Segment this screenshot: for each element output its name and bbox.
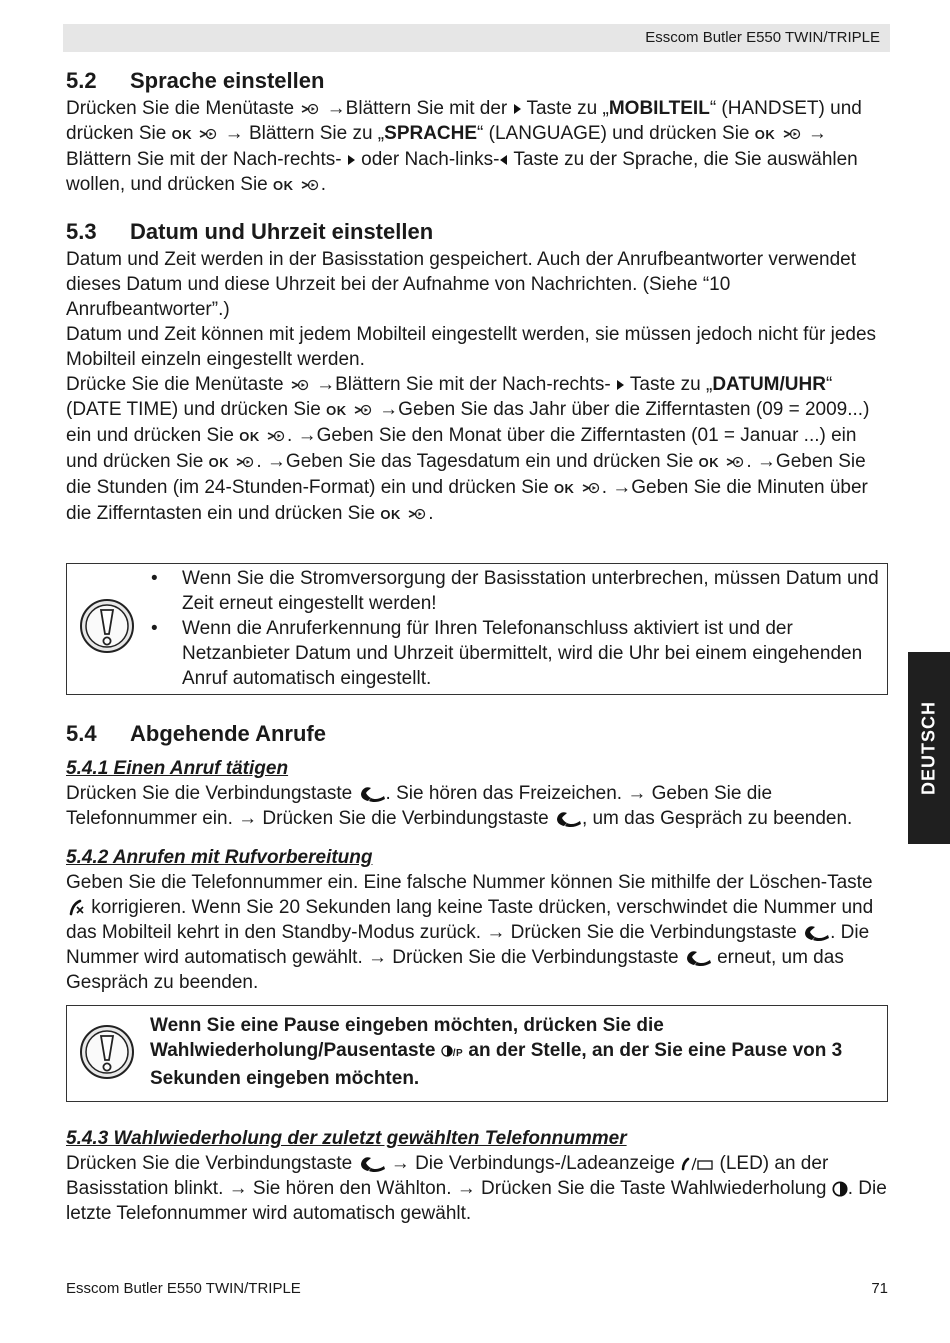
menu-key-icon xyxy=(299,102,321,116)
text: . Die letzte Telefonnummer wird automatisch gewählt. xyxy=(66,1178,887,1224)
header-title: Esscom Butler E550 TWIN/TRIPLE xyxy=(645,29,880,46)
phone-talk-icon xyxy=(684,949,712,967)
ok-key-label: OK xyxy=(698,455,720,470)
menu-key-icon xyxy=(724,455,746,469)
text: “ (HANDSET) und drücken Sie xyxy=(66,98,862,144)
menu-key-icon xyxy=(580,481,602,495)
ok-key-label: OK xyxy=(239,429,260,444)
notice-item xyxy=(67,616,887,691)
text: , um das Gespräch zu beenden. xyxy=(581,808,853,829)
text: erneut, um das Gespräch zu beenden. xyxy=(66,947,844,993)
paragraph-5-4-3 xyxy=(66,1151,888,1226)
redial-key-icon xyxy=(832,1181,848,1197)
section-number: 5.2 xyxy=(66,68,97,93)
text: . xyxy=(320,174,327,195)
text: Drücke Sie die Menütaste xyxy=(66,374,289,395)
notice-text xyxy=(67,1006,887,1101)
text: . Die Nummer wird automatisch gewählt. → Drücken Sie die Verbindungstaste xyxy=(66,922,870,968)
ok-key-label: OK xyxy=(273,178,294,193)
text: oder Nach-links- xyxy=(355,149,500,170)
menu-key-icon xyxy=(234,455,256,469)
text: Drücken Sie die Verbindungstaste xyxy=(66,1153,358,1174)
text: Wenn Sie eine Pause eingeben möchten, drücken Sie die Wahlwiederholung/Pausentaste xyxy=(150,1015,664,1061)
text: Taste zu „ xyxy=(521,98,609,119)
right-arrow-key-icon xyxy=(347,154,356,166)
text: →Blättern Sie mit der xyxy=(321,98,513,119)
text: . →Geben Sie die Stunden (im 24-Stunden-Format) ein und drücken Sie xyxy=(66,451,866,498)
menu-name: SPRACHE xyxy=(384,123,478,144)
subsection-heading-5-4-2: 5.4.2 Anrufen mit Rufvorbereitung xyxy=(66,847,373,868)
ok-key-label: OK xyxy=(326,403,347,418)
menu-key-icon xyxy=(265,429,287,443)
notice-box-pause xyxy=(66,1005,888,1102)
exclamation-icon xyxy=(79,1024,135,1080)
text: . →Geben Sie das Tagesdatum ein und drücken Sie xyxy=(256,451,699,472)
text: . →Geben Sie den Monat über die Zifferntasten (01 = Januar ...) ein und drücken Sie xyxy=(66,425,857,472)
notice-list xyxy=(67,566,887,691)
language-tab xyxy=(908,652,950,844)
menu-key-icon xyxy=(299,178,321,192)
text: →Geben Sie das Jahr über die Zifferntasten (09 = 2009...) ein und drücken Sie xyxy=(66,399,870,446)
subsection-heading-5-4-1: 5.4.1 Einen Anruf tätigen xyxy=(66,758,289,779)
phone-talk-icon xyxy=(358,785,386,803)
bullet: • xyxy=(151,568,158,589)
text: Taste zu der Sprache, die Sie auswählen wollen, und drücken Sie xyxy=(66,149,858,195)
delete-key-icon xyxy=(66,899,86,917)
notice-box-date xyxy=(66,563,888,695)
phone-talk-icon xyxy=(358,1155,386,1173)
text: → Blättern Sie mit der Nach-rechts- xyxy=(66,123,827,170)
header-bar xyxy=(63,24,890,52)
text: → Die Verbindungs-/Ladeanzeige xyxy=(385,1153,681,1174)
right-arrow-key-icon xyxy=(616,379,625,391)
paragraph-5-4-1 xyxy=(66,781,888,831)
text: “ (DATE TIME) und drücken Sie xyxy=(66,374,833,420)
paragraph-5-3-c xyxy=(66,372,888,527)
menu-key-icon xyxy=(781,127,803,141)
text: → Blättern Sie zu „ xyxy=(219,123,385,144)
paragraph-5-2 xyxy=(66,96,888,198)
text: Taste zu „ xyxy=(625,374,713,395)
pause-key-label: /P xyxy=(452,1048,464,1059)
text: an der Stelle, an der Sie eine Pause von 3 Sekunden eingeben möchten. xyxy=(150,1040,843,1089)
phone-talk-icon xyxy=(554,810,582,828)
menu-key-icon xyxy=(197,127,219,141)
notice-item-text: Wenn die Anruferkennung für Ihren Telefonanschluss aktiviert ist und der Netzanbieter Datum und Uhrzeit übermittelt, wird die Uhr bei einem eingehenden Anruf automatisch eingestellt. xyxy=(182,618,863,689)
menu-key-icon xyxy=(289,378,311,392)
charge-led-icon xyxy=(680,1156,714,1172)
redial-key-icon xyxy=(441,1045,453,1057)
text: Drücken Sie die Verbindungstaste xyxy=(66,783,358,804)
ok-key-label: OK xyxy=(171,127,193,142)
text: Geben Sie die Telefonnummer ein. Eine falsche Nummer können Sie mithilfe der Löschen-Taste xyxy=(66,872,873,893)
page-number: 71 xyxy=(871,1280,888,1297)
text: “ (LANGUAGE) und drücken Sie xyxy=(477,123,755,144)
section-title: Datum und Uhrzeit einstellen xyxy=(130,219,434,244)
section-heading-5-4 xyxy=(66,719,888,749)
paragraph-5-4-2 xyxy=(66,870,888,995)
menu-name: MOBILTEIL xyxy=(608,98,710,119)
section-title: Abgehende Anrufe xyxy=(130,721,326,746)
ok-key-label: OK xyxy=(208,455,230,470)
notice-item xyxy=(67,566,887,616)
section-number: 5.3 xyxy=(66,219,97,244)
text: Drücken Sie die Menütaste xyxy=(66,98,300,119)
section-heading-5-2 xyxy=(66,66,888,96)
text: . →Geben Sie die Minuten über die Zifferntasten ein und drücken Sie xyxy=(66,477,868,524)
text: . Sie hören das Freizeichen. → Geben Sie die Telefonnummer ein. → Drücken Sie die Verbindungstaste xyxy=(66,783,773,829)
text: . xyxy=(428,503,434,524)
menu-key-icon xyxy=(352,403,374,417)
ok-key-label: OK xyxy=(553,481,575,496)
subsection-heading-5-4-3: 5.4.3 Wahlwiederholung der zuletzt gewählten Telefonnummer xyxy=(66,1128,627,1149)
text: (LED) an der Basisstation blinkt. → Sie hören den Wählton. → Drücken Sie die Taste Wahlwiederholung xyxy=(66,1153,832,1199)
text: korrigieren. Wenn Sie 20 Sekunden lang keine Taste drücken, verschwindet die Nummer und das Mobilteil kehrt in den Standby-Modus zurück. → Drücken Sie die Verbindungstaste xyxy=(66,897,874,943)
footer-title: Esscom Butler E550 TWIN/TRIPLE xyxy=(66,1280,301,1297)
notice-item-text: Wenn Sie die Stromversorgung der Basisstation unterbrechen, müssen Datum und Zeit erneut eingestellt werden! xyxy=(182,568,879,614)
section-number: 5.4 xyxy=(66,721,97,746)
page-content xyxy=(66,66,888,1226)
section-heading-5-3 xyxy=(66,217,888,247)
menu-key-icon xyxy=(406,507,428,521)
phone-talk-icon xyxy=(802,924,830,942)
right-arrow-key-icon xyxy=(513,103,522,115)
ok-key-label: OK xyxy=(380,507,401,522)
section-title: Sprache einstellen xyxy=(130,68,325,93)
ok-key-label: OK xyxy=(754,127,776,142)
menu-name: DATUM/UHR xyxy=(712,374,826,395)
paragraph-5-3-b: Datum und Zeit können mit jedem Mobilteil eingestellt werden, sie müssen jedoch nicht für jedes Mobilteil einzeln eingestellt werden. xyxy=(66,324,877,370)
language-tab-label: DEUTSCH xyxy=(918,700,939,796)
bullet: • xyxy=(151,618,158,639)
text: →Blättern Sie mit der Nach-rechts- xyxy=(310,374,616,395)
paragraph-5-3-a: Datum und Zeit werden in der Basisstation gespeichert. Auch der Anrufbeantworter verwendet dieses Datum und diese Uhrzeit bei der Aufnahme von Nachrichten. (Siehe “10 Anrufbeantworter”.) xyxy=(66,249,856,320)
